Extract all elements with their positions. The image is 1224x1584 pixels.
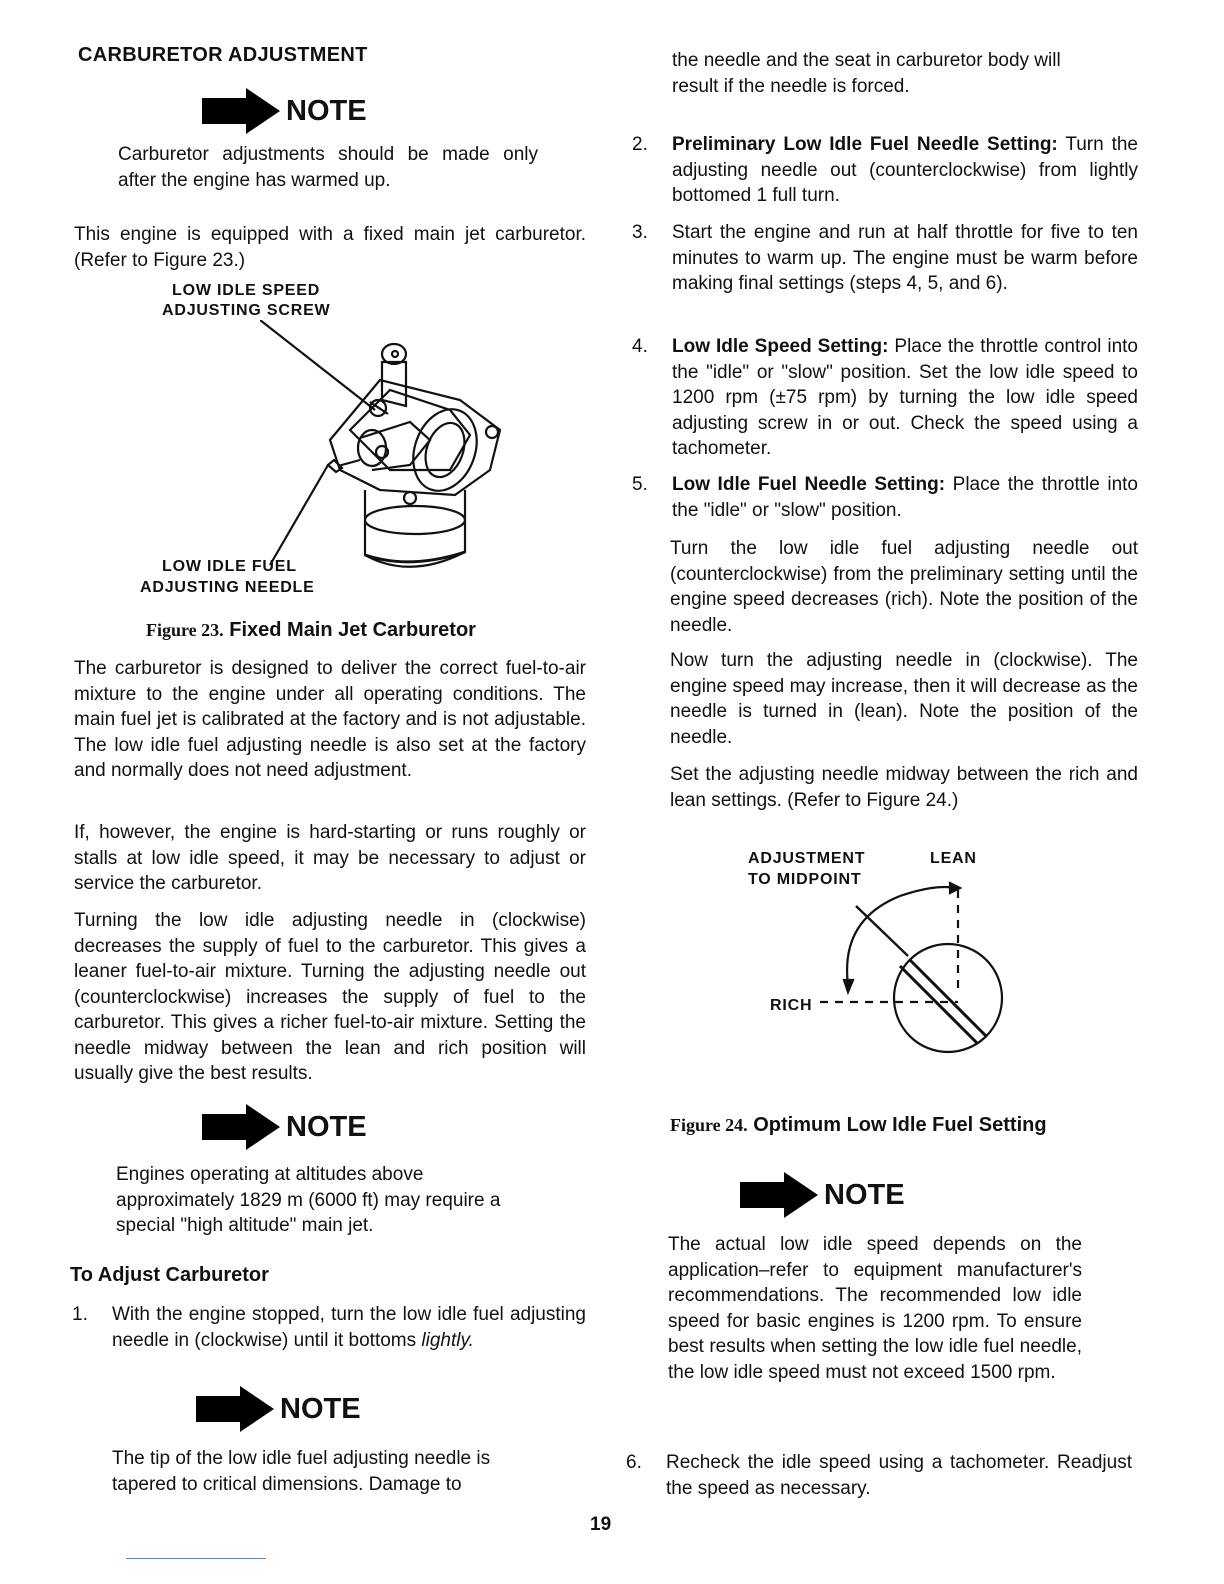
note-label: NOTE [280, 1392, 361, 1425]
step-4-number: 4. [632, 336, 648, 357]
fig24-label-adjustment-2: TO MIDPOINT [748, 871, 862, 888]
figure-24-caption [670, 1114, 1047, 1137]
needle-setting-diagram [820, 880, 1020, 1060]
arrow-icon [740, 1170, 820, 1220]
fig24-label-lean: LEAN [930, 850, 977, 867]
step-2-number: 2. [632, 134, 648, 155]
step-4-text [672, 334, 1138, 462]
fig23-label-needle-1: LOW IDLE FUEL [162, 558, 297, 575]
step-2-text [672, 132, 1138, 209]
step-4-title: Low Idle Speed Setting: [672, 336, 889, 357]
arrow-icon [196, 1386, 276, 1432]
step-5-title: Low Idle Fuel Needle Setting: [672, 474, 946, 495]
step-2-title: Preliminary Low Idle Fuel Needle Setting: [672, 134, 1058, 155]
step-5-text [672, 472, 1138, 523]
step-1-text [112, 1302, 586, 1353]
intro-paragraph: This engine is equipped with a fixed main jet carburetor. (Refer to Figure 23.) [74, 224, 586, 271]
note-label: NOTE [824, 1178, 905, 1211]
step-1-number: 1. [72, 1304, 88, 1325]
note-label: NOTE [286, 1110, 367, 1143]
figure-23-title: Fixed Main Jet Carburetor [229, 619, 476, 641]
fig24-label-rich: RICH [770, 997, 813, 1014]
step-1-emphasis: lightly. [421, 1329, 474, 1351]
step-5-body: Place the throttle into the "idle" or "slow" position. [672, 474, 1138, 521]
note-text-2: Engines operating at altitudes above approximately 1829 m (6000 ft) may require a special "high altitude" main jet. [116, 1164, 501, 1236]
continued-text: the needle and the seat in carburetor body will result if the needle is forced. [672, 50, 1061, 97]
subheading-adjust: To Adjust Carburetor [70, 1264, 269, 1286]
step-2-body: Turn the adjusting needle out (counterclockwise) from lightly bottomed 1 full turn. [672, 134, 1138, 206]
fig23-label-needle-2: ADJUSTING NEEDLE [140, 579, 315, 596]
paragraph-hard-starting: If, however, the engine is hard-starting or runs roughly or stalls at low idle speed, it may be necessary to adjust or service the carburetor. [74, 822, 586, 894]
step-3-number: 3. [632, 222, 648, 243]
step-3-text: Start the engine and run at half throttle for five to ten minutes to warm up. The engine must be warm before making final settings (steps 4, 5, and 6). [672, 222, 1138, 294]
paragraph-carb-design: The carburetor is designed to deliver the correct fuel-to-air mixture to the engine under all operating conditions. The main fuel jet is calibrated at the factory and is not adjustable. The low idle fuel adjusting needle is also set at the factory and normally does not need adjustment. [74, 658, 586, 781]
figure-23-number: Figure 23. [146, 620, 224, 640]
step-5-paragraph-4: Set the adjusting needle midway between the rich and lean settings. (Refer to Figure 24.) [670, 764, 1138, 811]
arrow-icon [202, 88, 282, 134]
fig23-label-screw-line1: LOW IDLE SPEED [172, 282, 321, 299]
footer-rule [126, 1558, 266, 1559]
carburetor-illustration [260, 320, 520, 580]
note-callout-2 [202, 1102, 367, 1152]
note-text-4: The actual low idle speed depends on the application–refer to equipment manufacturer's recommendations. The recommended low idle speed for basic engines is 1200 rpm. To ensure best results when setting the low idle fuel needle, the low idle speed must not exceed 1500 rpm. [668, 1234, 1082, 1383]
step-5-number: 5. [632, 474, 648, 495]
note-callout-1 [202, 88, 367, 134]
note-callout-4 [740, 1170, 905, 1220]
figure-23-caption [146, 619, 476, 642]
figure-24-title: Optimum Low Idle Fuel Setting [753, 1114, 1047, 1136]
fig24-label-adjustment-1: ADJUSTMENT [748, 850, 866, 867]
arrow-icon [202, 1102, 282, 1152]
fig23-label-screw [172, 280, 320, 301]
note-text-3: The tip of the low idle fuel adjusting needle is tapered to critical dimensions. Damage to [112, 1448, 491, 1495]
step-6-number: 6. [626, 1452, 642, 1473]
paragraph-needle-direction: Turning the low idle adjusting needle in (clockwise) decreases the supply of fuel to the carburetor. This gives a leaner fuel-to-air mixture. Turning the adjusting needle out (counterclockwise) increases the supply of fuel to the carburetor. This gives a richer fuel-to-air mixture. Setting the needle midway between the lean and rich position will usually give the best results. [74, 910, 586, 1084]
note-label: NOTE [286, 94, 367, 127]
step-4-body: Place the throttle control into the "idle" or "slow" position. Set the low idle speed to 1200 rpm (±75 rpm) by turning the low idle speed adjusting screw in or out. Check the speed using a tachometer. [672, 336, 1138, 459]
step-5-paragraph-3: Now turn the adjusting needle in (clockwise). The engine speed may increase, then it will decrease as the needle is turned in (lean). Note the position of the needle. [670, 650, 1138, 748]
step-5-paragraph-2: Turn the low idle fuel adjusting needle out (counterclockwise) from the preliminary setting until the engine speed decreases (rich). Note the position of the needle. [670, 538, 1138, 636]
step-6-text: Recheck the idle speed using a tachometer. Readjust the speed as necessary. [666, 1452, 1132, 1499]
note-text-1: Carburetor adjustments should be made only after the engine has warmed up. [118, 144, 538, 191]
page-number: 19 [590, 1514, 612, 1535]
section-heading: CARBURETOR ADJUSTMENT [78, 44, 368, 66]
note-callout-3 [196, 1386, 361, 1432]
step-1-body: With the engine stopped, turn the low idle fuel adjusting needle in (clockwise) until it bottoms [112, 1304, 586, 1351]
fig23-label-screw-2: ADJUSTING SCREW [162, 302, 331, 319]
figure-24-number: Figure 24. [670, 1115, 748, 1135]
